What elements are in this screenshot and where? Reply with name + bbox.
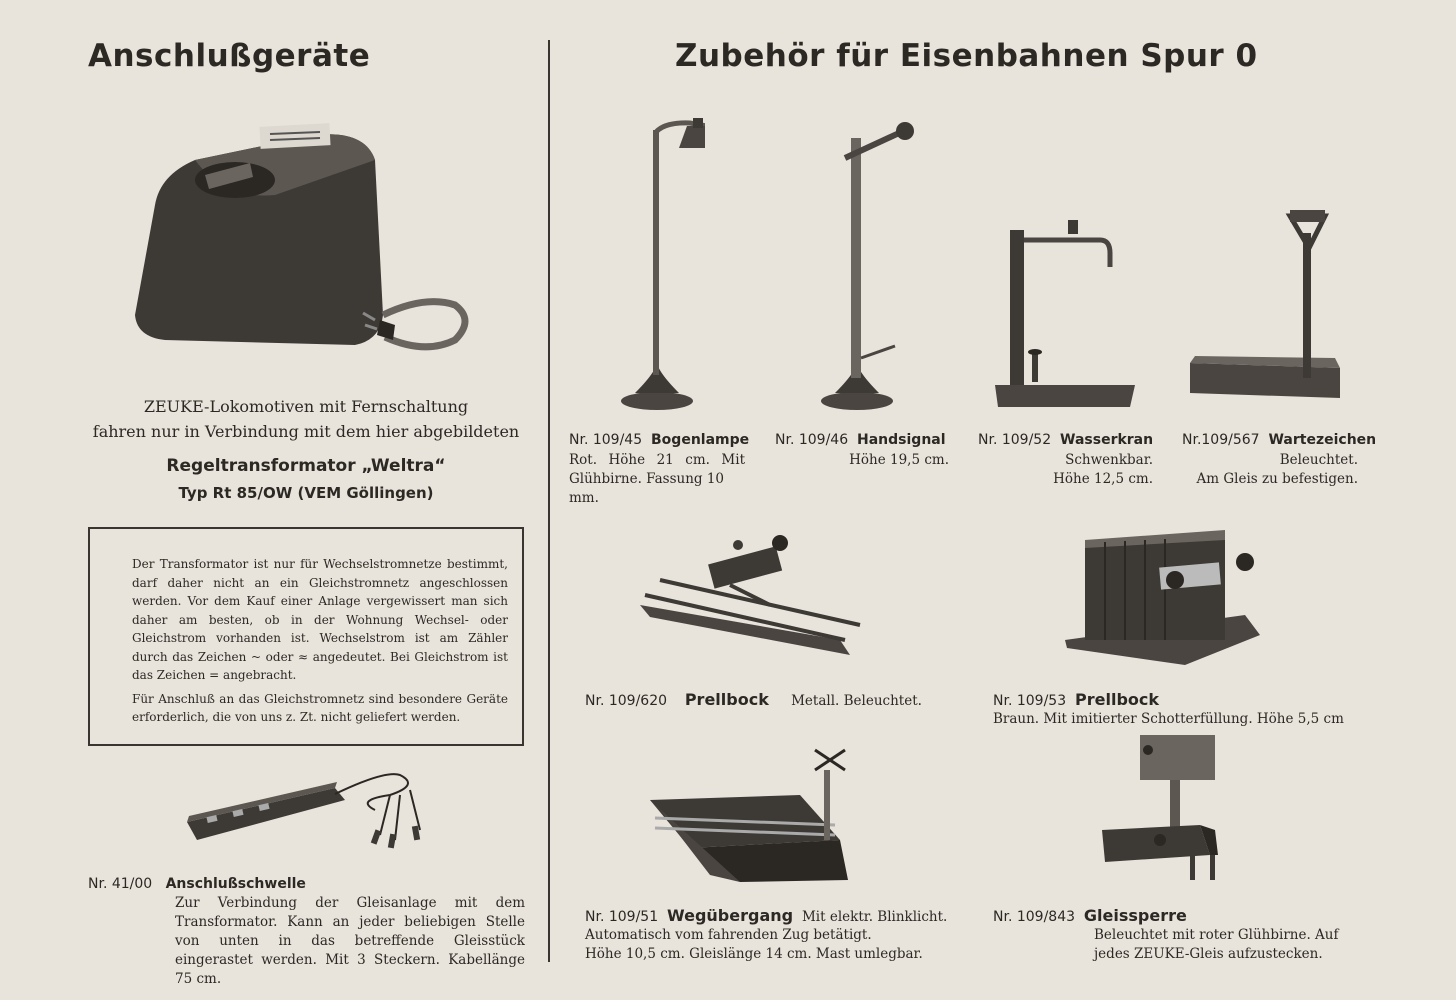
item-109-51-nr: Nr. 109/51: [585, 909, 659, 925]
gleissperre-image: [1100, 730, 1220, 885]
wasserkran-image: [990, 215, 1140, 415]
prellbock-620-image: [640, 535, 865, 670]
item-41-00-desc: Zur Verbindung der Gleisanlage mit dem Transformator. Kann an jeder beliebigen Stelle von unten in das betreffende Gleisstück eingerastet werden. Mit 3 Steckern. Kabellänge 75 cm.: [175, 895, 525, 987]
item-109-843-name: Gleissperre: [1083, 906, 1187, 925]
notice-paragraph-1: Der Transformator ist nur für Wechselstromnetze bestimmt, darf daher nicht an ein Gleichstromnetz angeschlossen werden. Vor dem Kauf einer Anlage vergewissert man sich daher am besten, ob in der Wohnung Wechsel- oder Gleichstrom vorhanden ist. Wechselstrom ist am Zähler durch das Zeichen ~ oder ≈ angedeutet. Bei Gleichstrom ist das Zeichen = angebracht.: [132, 557, 508, 682]
transformer-name: Regeltransformator „Weltra“: [166, 456, 446, 476]
item-109-567-desc: [1182, 451, 1358, 489]
item-41-00-name: Anschlußschwelle: [165, 876, 306, 892]
item-109-52-caption: [978, 431, 1153, 450]
item-41-00-nr: Nr. 41/00: [88, 876, 153, 892]
notice-paragraph-2: Für Anschluß an das Gleichstromnetz sind besondere Geräte erforderlich, die von uns z. Zt. nicht geliefert werden.: [132, 691, 508, 724]
item-109-620-name: Prellbock: [684, 690, 769, 709]
left-heading: Anschlußgeräte: [88, 38, 371, 74]
item-109-567-desc-2: Am Gleis zu befestigen.: [1196, 471, 1358, 487]
item-109-53-nr: Nr. 109/53: [993, 693, 1067, 709]
item-109-45-desc-1: Rot. Höhe 21 cm. Mit: [569, 452, 745, 468]
item-109-843-desc-2: jedes ZEUKE-Gleis aufzustecken.: [1094, 946, 1323, 962]
item-109-620-caption: [585, 690, 922, 711]
item-109-51-caption: [585, 906, 947, 927]
intro-line-2: fahren nur in Verbindung mit dem hier abgebildeten: [92, 422, 520, 441]
item-109-45-desc-2: Glühbirne. Fassung 10 mm.: [569, 471, 725, 506]
handsignal-image: [815, 118, 925, 413]
bogenlampe-image: [615, 118, 705, 413]
item-109-51-desc-2: Automatisch vom fahrenden Zug betätigt.: [585, 927, 872, 943]
item-109-567-nr: Nr.109/567: [1182, 432, 1260, 448]
prellbock-53-image: [1065, 520, 1265, 670]
item-109-620-desc: Metall. Beleuchtet.: [791, 693, 922, 709]
right-heading: Zubehör für Eisenbahnen Spur 0: [675, 38, 1258, 74]
item-41-00-caption: [88, 875, 306, 894]
item-109-52-desc-1: Schwenkbar.: [1065, 452, 1153, 468]
item-109-53-desc: Braun. Mit imitierter Schotterfüllung. Höhe 5,5 cm: [993, 711, 1344, 727]
item-109-45-caption: [569, 431, 749, 450]
item-109-567-caption: [1182, 431, 1376, 450]
connector-strip-image: [185, 760, 435, 850]
column-divider: [548, 40, 550, 962]
item-109-45-desc: [569, 451, 745, 508]
item-109-53-name: Prellbock: [1075, 690, 1160, 709]
wartezeichen-image: [1185, 208, 1345, 408]
item-109-567-name: Wartezeichen: [1268, 432, 1377, 448]
item-109-52-desc-2: Höhe 12,5 cm.: [1053, 471, 1153, 487]
item-109-843-nr: Nr. 109/843: [993, 909, 1076, 925]
transformer-image: [125, 115, 495, 390]
item-109-52-desc: [978, 451, 1153, 489]
item-109-51-desc-1: Mit elektr. Blinklicht.: [801, 909, 948, 925]
item-109-51-desc-3: Höhe 10,5 cm. Gleislänge 14 cm. Mast umlegbar.: [585, 946, 923, 962]
transformer-type: Typ Rt 85/OW (VEM Göllingen): [178, 484, 434, 502]
item-109-52-name: Wasserkran: [1060, 432, 1154, 448]
item-109-45-nr: Nr. 109/45: [569, 432, 643, 448]
item-109-45-name: Bogenlampe: [651, 432, 750, 448]
item-109-620-nr: Nr. 109/620: [585, 693, 668, 709]
item-109-52-nr: Nr. 109/52: [978, 432, 1052, 448]
weguebergang-image: [650, 740, 860, 885]
item-109-46-name: Handsignal: [857, 432, 946, 448]
intro-line-1: ZEUKE-Lokomotiven mit Fernschaltung: [143, 397, 469, 416]
intro-text: [88, 394, 524, 444]
item-109-843-caption: [993, 906, 1187, 927]
item-109-46-desc: Höhe 19,5 cm.: [849, 452, 949, 468]
item-109-53-caption: [993, 690, 1159, 711]
item-109-51-desc: [585, 926, 923, 964]
item-109-51-name: Wegübergang: [667, 906, 794, 925]
item-109-843-desc: [1094, 926, 1344, 964]
item-109-567-desc-1: Beleuchtet.: [1279, 452, 1358, 468]
item-109-46-nr: Nr. 109/46: [775, 432, 849, 448]
item-109-46-caption: [775, 431, 946, 450]
item-109-843-desc-1: Beleuchtet mit roter Glühbirne. Auf: [1094, 927, 1339, 943]
notice-box: [88, 527, 524, 746]
